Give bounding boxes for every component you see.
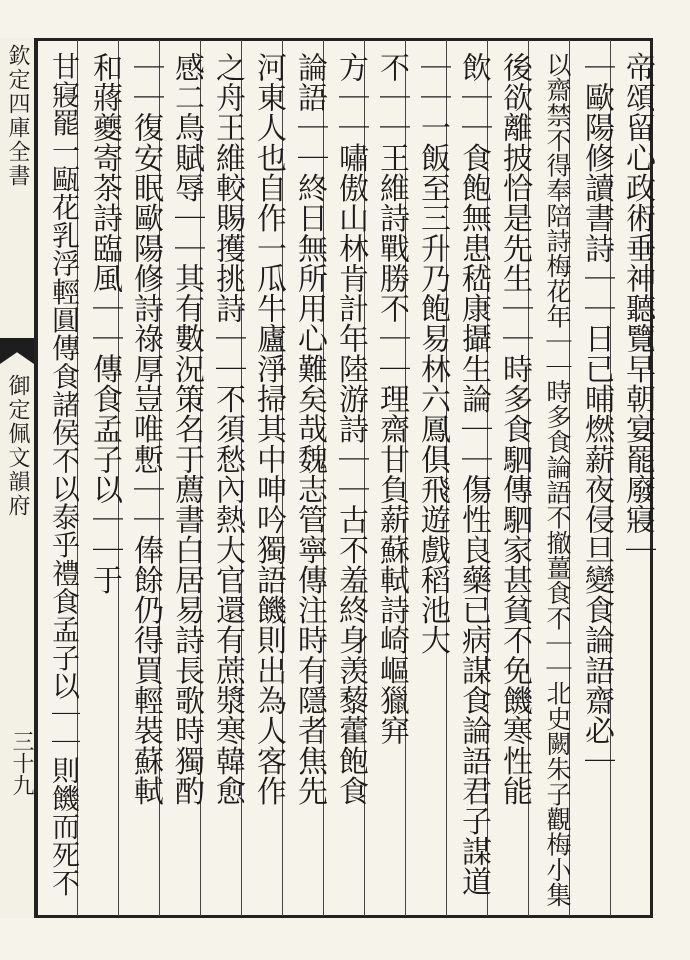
text-column-4: 後欲離披恰是先生｜｜時多食駟傳駟家甚貧不免饑寒性能 — [497, 52, 532, 806]
text-column-1: 帝頌留心政術垂神聽覽早朝宴罷廢寢｜ — [620, 52, 655, 565]
margin-top-text: 欽定四庫全書 — [5, 44, 30, 188]
text-column-3: 以齋禁不得奉陪詩梅花年｜｜時多食論語不撤薑食不｜｜北史闕朱子觀梅小集 — [543, 52, 572, 908]
text-column-14: 和蔣夔寄茶詩臨風｜｜傳食孟子以｜｜于 — [87, 52, 122, 595]
text-column-10: 河東人也自作一瓜牛廬淨掃其中呻吟獨語饑則出為人客作 — [251, 52, 286, 806]
text-column-12: 感二鳥賦辱｜｜其有數況策名于薦書白居易詩長歌時獨酌 — [169, 52, 204, 806]
text-column-6: ｜｜一飯至三升乃飽易林六鳳俱飛遊戲稻池大 — [415, 52, 450, 655]
fish-tail-mark — [0, 338, 34, 364]
folio-number: 三十九 — [9, 730, 34, 796]
text-column-9: 論語｜｜終日無所用心難矣哉魏志管寧傳注時有隱者焦先 — [292, 52, 327, 806]
text-column-2: ｜歐陽修讀書詩｜｜日已晡燃薪夜侵旦變食論語齋必｜ — [579, 52, 614, 776]
text-column-13: ｜｜復安眠歐陽修詩祿厚豈唯慙｜｜俸餘仍得買輕裝蘇軾 — [128, 52, 163, 806]
text-column-7: 不｜｜王維詩戰勝不｜｜理齋甘負薪蘇軾詩崎嶇獵穽 — [374, 52, 409, 746]
text-column-15: 甘寢罷一甌花乳浮輕圓傳食諸侯不以泰乎禮食孟子以｜｜則饑而死不 — [48, 52, 81, 897]
text-column-11: 之舟王維較賜擭挑詩｜｜不須愁內熱大官還有蔗漿寒韓愈 — [210, 52, 245, 806]
text-column-8: 方｜｜嘯傲山林肯計年陸游詩｜｜古不羞終身羡藜藿飽食 — [333, 52, 368, 806]
text-column-5: 飲｜｜食飽無患嵇康攝生論｜｜傷性良藥已病謀食論語君子謀道 — [456, 52, 491, 897]
book-title: 御定佩文韻府 — [5, 374, 30, 518]
